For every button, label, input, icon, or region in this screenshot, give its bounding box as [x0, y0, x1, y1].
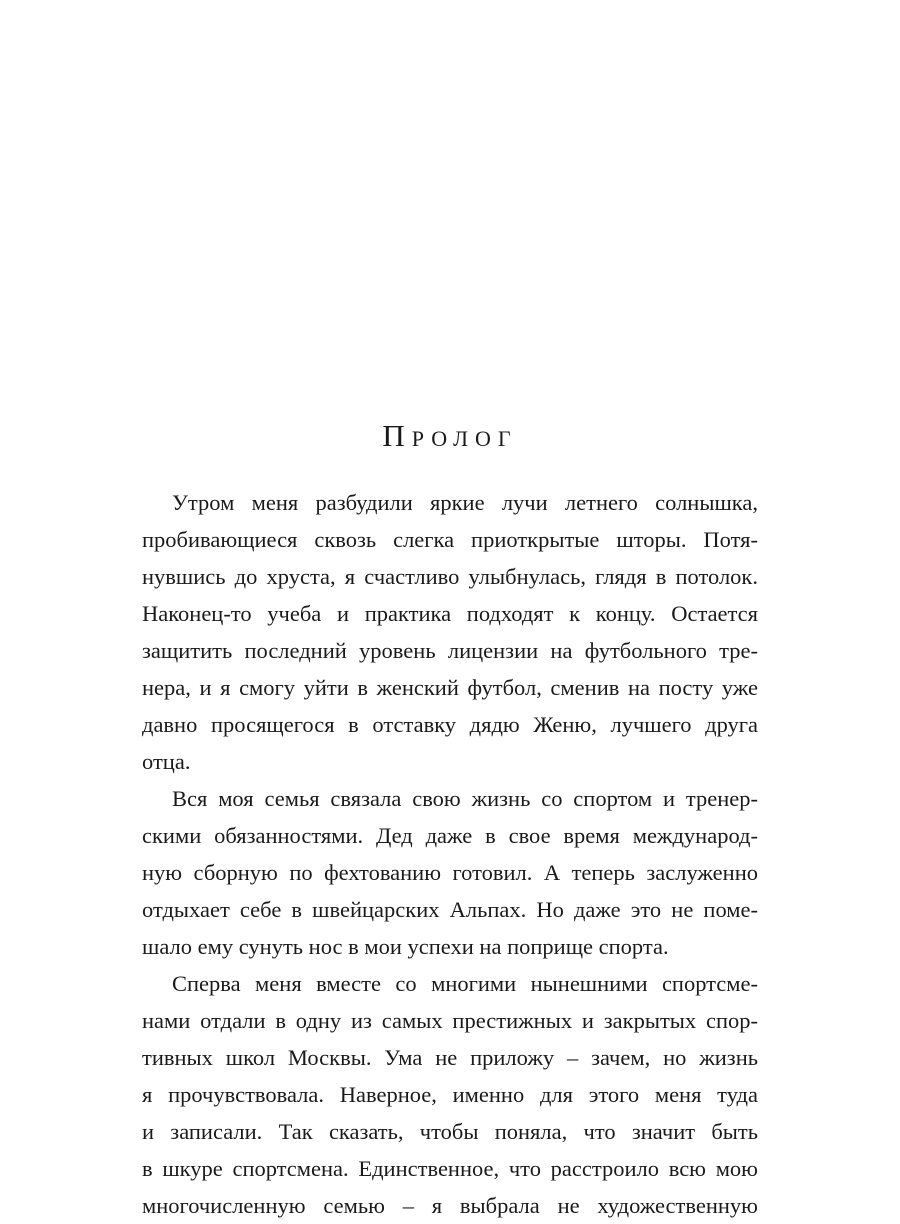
text-line: отдыхает себе в швейцарских Альпах. Но даже это не поме-: [142, 897, 758, 922]
text-line: защитить последний уровень лицензии на футбольного тре-: [142, 638, 758, 663]
text-line: тивных школ Москвы. Ума не приложу – зачем, но жизнь: [142, 1045, 758, 1070]
text-line: ную сборную по фехтованию готовил. А теперь заслуженно: [142, 860, 758, 885]
text-line: Сперва меня вместе со многими нынешними спортсме-: [172, 971, 758, 996]
text-line: и записали. Так сказать, чтобы поняла, что значит быть: [142, 1119, 758, 1144]
text-line: скими обязанностями. Дед даже в свое время международ-: [142, 823, 758, 848]
text-line: в шкуре спортсмена. Единственное, что расстроило всю мою: [142, 1156, 758, 1181]
text-line: нами отдали в одну из самых престижных и закрытых спор-: [142, 1008, 758, 1033]
text-line: шало ему сунуть нос в мои успехи на поприще спорта.: [142, 934, 669, 959]
body-text: [142, 484, 758, 1224]
text-line: многочисленную семью – я выбрала не художественную: [142, 1193, 758, 1218]
text-line: давно просящегося в отставку дядю Женю, лучшего друга: [142, 712, 758, 737]
chapter-title: Пролог: [382, 418, 518, 453]
text-line: Вся моя семья связала свою жизнь со спортом и тренер-: [172, 786, 758, 811]
text-line: пробивающиеся сквозь слегка приоткрытые шторы. Потя-: [142, 527, 758, 552]
text-line: нера, и я смогу уйти в женский футбол, сменив на посту уже: [142, 675, 758, 700]
text-line: я прочувствовала. Наверное, именно для этого меня туда: [142, 1082, 758, 1107]
text-line: отца.: [142, 749, 191, 774]
text-line: Утром меня разбудили яркие лучи летнего солнышка,: [172, 490, 758, 515]
text-line: Наконец-то учеба и практика подходят к концу. Остается: [142, 601, 758, 626]
text-line: нувшись до хруста, я счастливо улыбнулась, глядя в потолок.: [142, 564, 758, 589]
